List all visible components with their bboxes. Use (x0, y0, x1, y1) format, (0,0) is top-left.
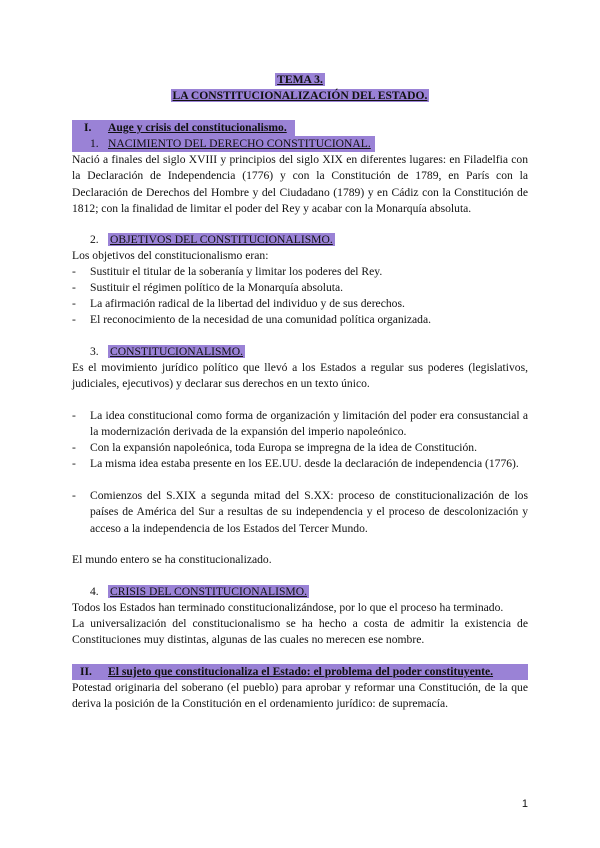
subsection-1-num: 1. (90, 137, 99, 150)
list-item: - Comienzos del S.XIX a segunda mitad del S.XX: proceso de constitucionalización de los países de América del Sur a resultas de su independencia y el proceso de descolonización y acceso a la independencia de los Estados del Tercer Mundo. (72, 489, 528, 535)
subsection-4-heading (72, 584, 309, 600)
page-number: 1 (521, 798, 528, 810)
section-2-title: El sujeto que constitucionaliza el Estado: el problema del poder constituyente. (108, 665, 494, 678)
paragraph-3: Es el movimiento jurídico político que llevó a los Estados a regular sus poderes (legislativos, judiciales, ejecutivos) y declarar sus derechos en un texto único. (72, 361, 528, 391)
subsection-3-num: 3. (90, 345, 99, 358)
title-line-2 (0, 88, 600, 104)
subsection-4-num: 4. (90, 585, 99, 598)
subsection-2-heading (72, 232, 335, 248)
section-2-heading (72, 664, 528, 680)
section-1-heading (72, 120, 528, 136)
section-1-num: I. (84, 121, 92, 134)
subsection-3-title: CONSTITUCIONALISMO. (110, 345, 244, 358)
list-item: - La misma idea estaba presente en los EE.UU. desde la declaración de independencia (1776). (72, 457, 519, 470)
list-item: - La afirmación radical de la libertad del individuo y de sus derechos. (72, 297, 405, 310)
list-item: - La idea constitucional como forma de organización y limitación del poder era consustancial a la modernización derivada de la expansión del imperio napoleónico. (72, 409, 528, 439)
paragraph-4b: La universalización del constitucionalismo se ha hecho a costa de admitir la existencia de Constituciones muy distintas, algunas de las cuales no merecen ese nombre. (72, 617, 528, 647)
title-line-1 (0, 72, 600, 88)
paragraph-1: Nació a finales del siglo XVIII y principios del siglo XIX en diferentes lugares: en Filadelfia con la Declaración de Independencia (1776) y con la Constitución de 1789, en París con la Declaración de Derechos del Hombre y del Ciudadano (1789) y en Cádiz con la Constitución de 1812; con la finalidad de limitar el poder del Rey y acabar con la Monarquía absoluta. (72, 153, 528, 215)
subsection-1-heading (72, 136, 375, 152)
paragraph-3b: El mundo entero se ha constitucionalizado. (72, 553, 272, 566)
section-1-title: Auge y crisis del constitucionalismo. (108, 121, 287, 134)
title-line-1-text: TEMA 3. (277, 73, 323, 86)
paragraph-5: Potestad originaria del soberano (el pueblo) para aprobar y reformar una Constitución, de la que deriva la posición de la Constitución en el ordenamiento jurídico: de supremacía. (72, 681, 528, 711)
list-item: - El reconocimiento de la necesidad de una comunidad política organizada. (72, 313, 432, 326)
subsection-1-title: NACIMIENTO DEL DERECHO CONSTITUCIONAL. (108, 137, 371, 150)
subsection-2-num: 2. (90, 233, 99, 246)
subsection-3-heading (72, 344, 245, 360)
subsection-2-title: OBJETIVOS DEL CONSTITUCIONALISMO. (110, 233, 333, 246)
section-2-num: II. (80, 665, 92, 678)
list-item: - Con la expansión napoleónica, toda Europa se impregna de la idea de Constitución. (72, 441, 477, 454)
subsection-4-title: CRISIS DEL CONSTITUCIONALISMO. (110, 585, 307, 598)
title-line-2-text: LA CONSTITUCIONALIZACIÓN DEL ESTADO. (172, 89, 428, 102)
paragraph-2: Los objetivos del constitucionalismo eran: (72, 249, 269, 262)
paragraph-4a: Todos los Estados han terminado constitucionalizándose, por lo que el proceso ha terminado. (72, 601, 504, 614)
list-item: - Sustituir el régimen político de la Monarquía absoluta. (72, 281, 344, 294)
list-item: - Sustituir el titular de la soberanía y limitar los poderes del Rey. (72, 265, 383, 278)
